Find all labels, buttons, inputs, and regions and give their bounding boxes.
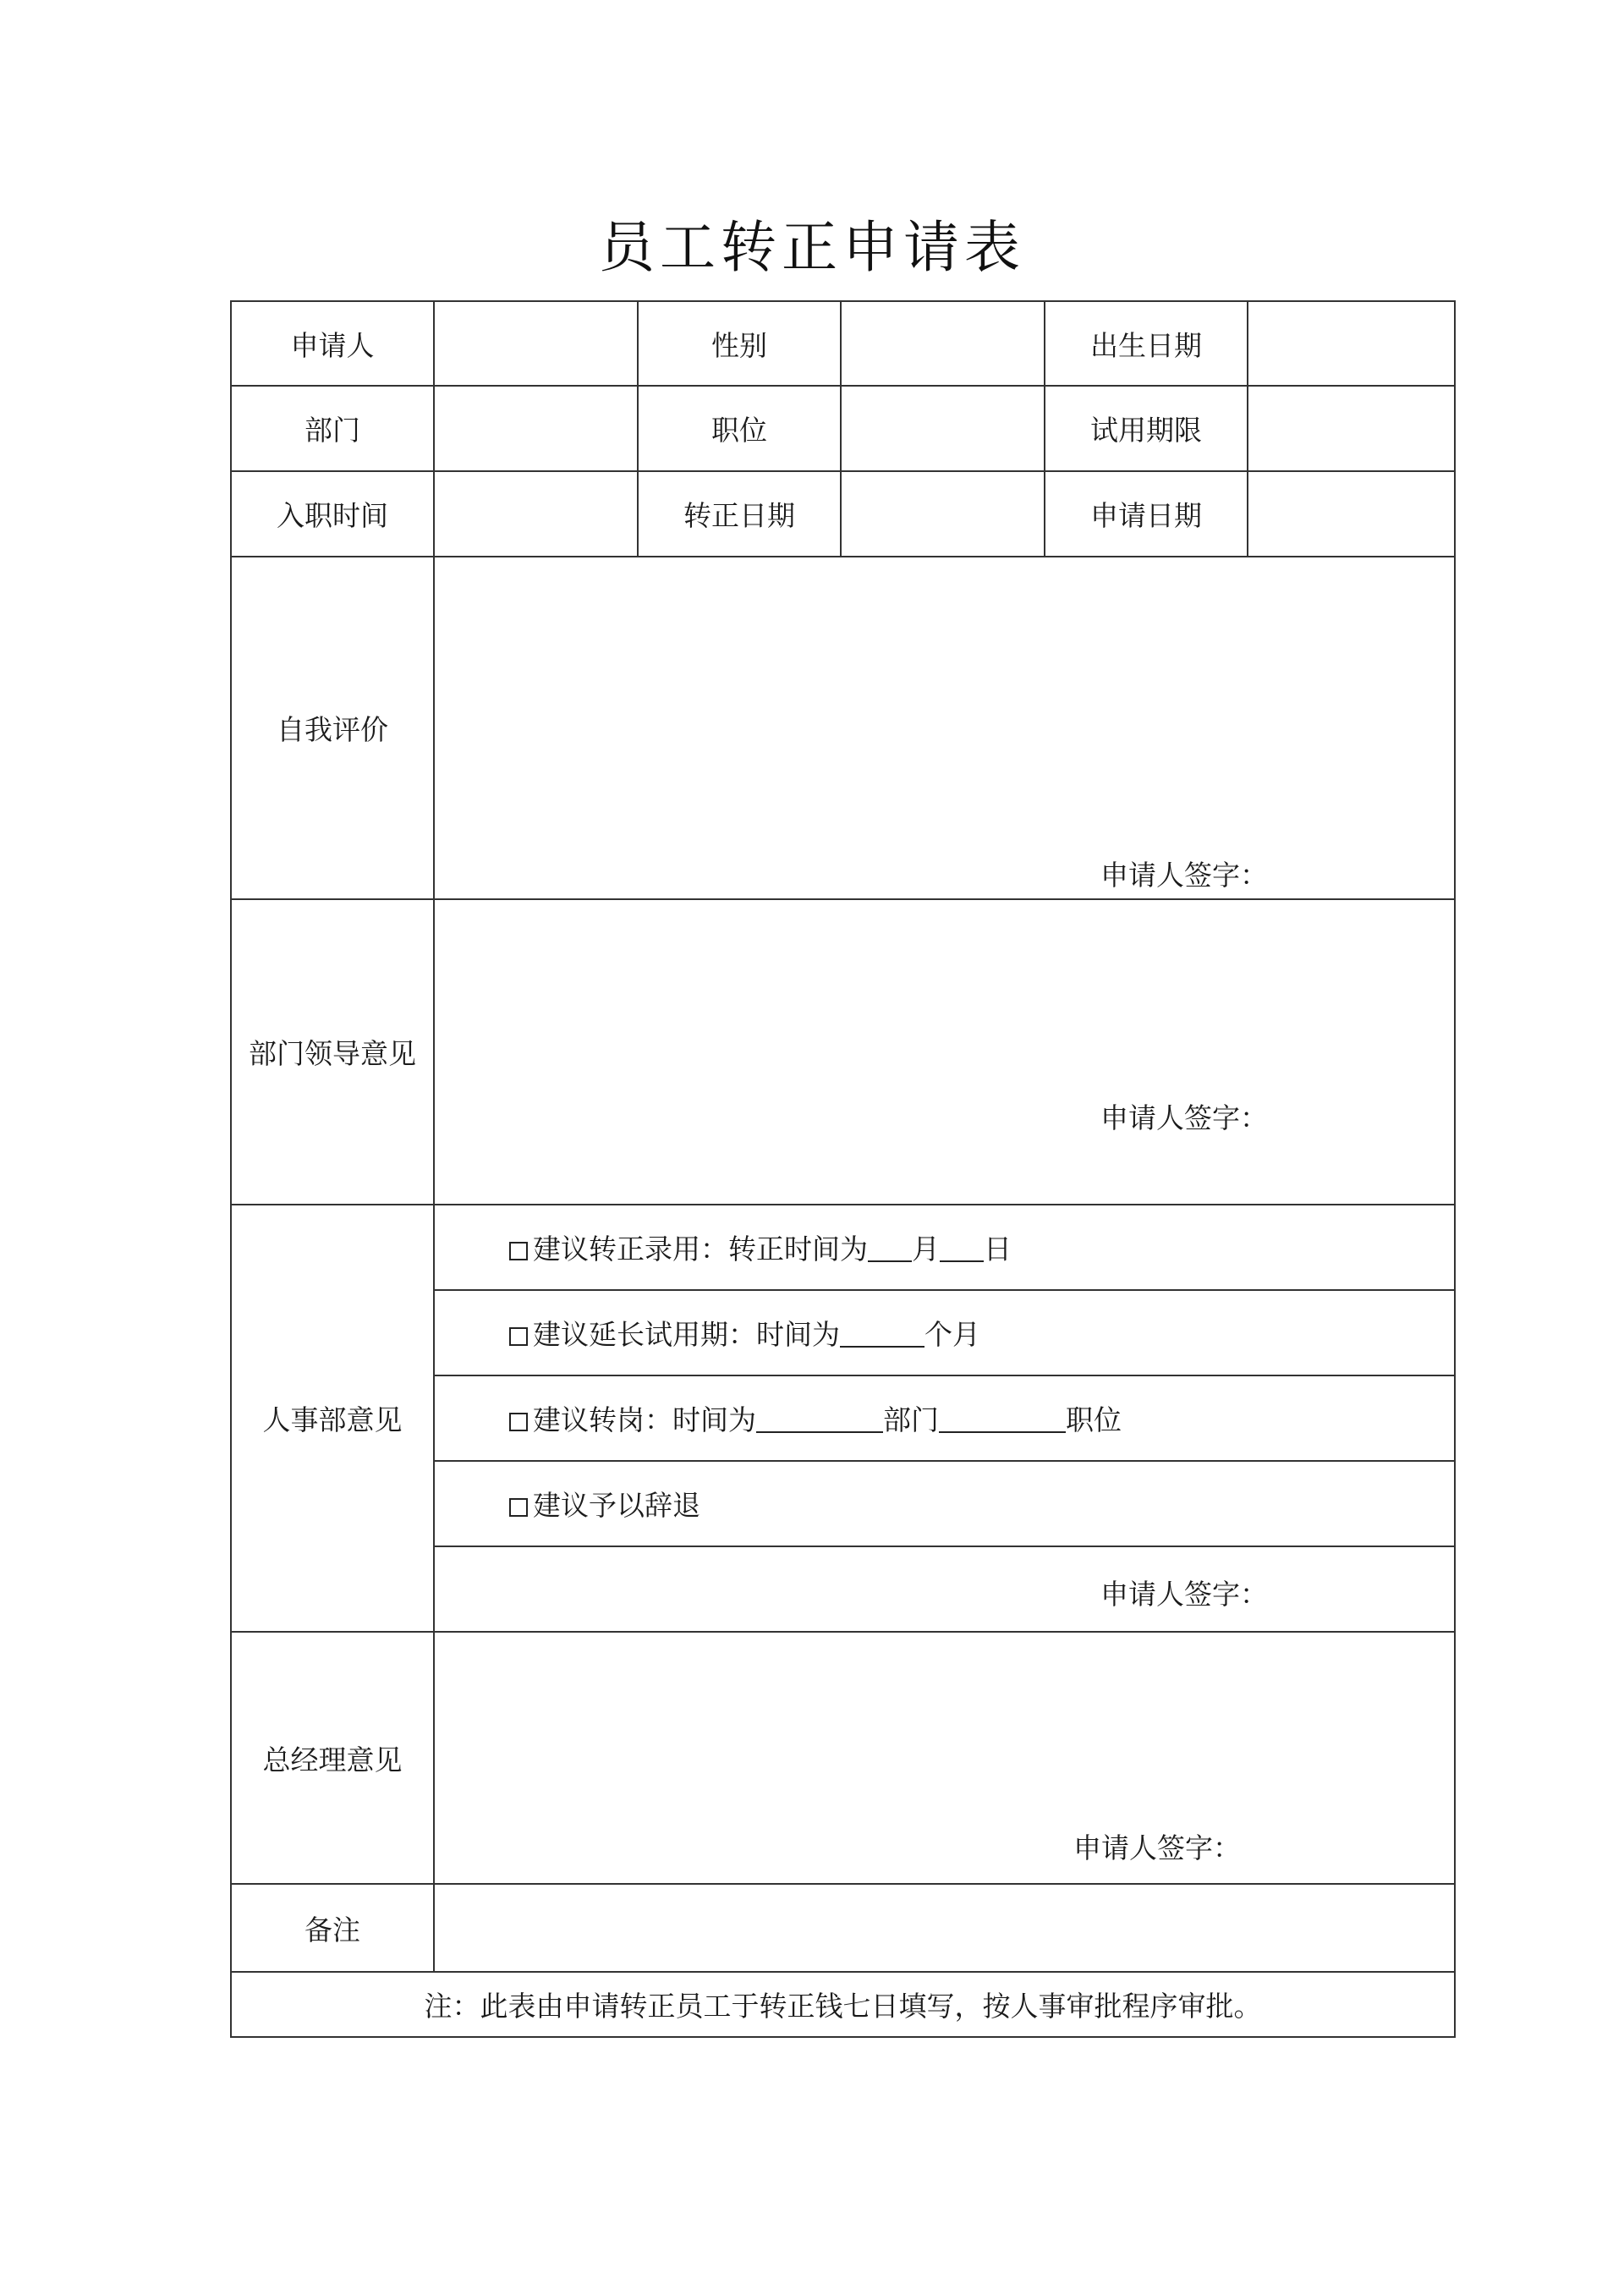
hire-date-field[interactable] bbox=[434, 471, 638, 557]
remarks-label: 备注 bbox=[231, 1884, 434, 1972]
remarks-field[interactable] bbox=[434, 1884, 1455, 1972]
department-field[interactable] bbox=[434, 386, 638, 471]
hr-label: 人事部意见 bbox=[231, 1205, 434, 1632]
applicant-label: 申请人 bbox=[231, 301, 434, 386]
gender-label: 性别 bbox=[638, 301, 841, 386]
regularization-form bbox=[230, 300, 1456, 2038]
self-eval-field[interactable] bbox=[434, 557, 1455, 899]
row-dept-leader bbox=[231, 899, 1455, 1205]
position-text: 职位 bbox=[1066, 1403, 1122, 1436]
self-eval-label: 自我评价 bbox=[231, 557, 434, 899]
hr-signature-field[interactable] bbox=[434, 1546, 1455, 1632]
regularization-date-label: 转正日期 bbox=[638, 471, 841, 557]
birthdate-field[interactable] bbox=[1248, 301, 1455, 386]
signature-label: 申请人签字： bbox=[1100, 1101, 1268, 1134]
signature-label: 申请人签字： bbox=[1100, 1578, 1268, 1611]
application-date-field[interactable] bbox=[1248, 471, 1455, 557]
hr-option-dismiss[interactable] bbox=[434, 1461, 1455, 1546]
row-hr-option-1 bbox=[231, 1205, 1455, 1290]
checkbox-icon[interactable] bbox=[509, 1242, 528, 1260]
applicant-field[interactable] bbox=[434, 301, 638, 386]
position-field[interactable] bbox=[841, 386, 1045, 471]
month-blank[interactable] bbox=[868, 1235, 912, 1262]
row-self-evaluation bbox=[231, 557, 1455, 899]
option-text: 建议转正录用：转正时间为 bbox=[533, 1233, 868, 1266]
time-blank[interactable] bbox=[756, 1406, 883, 1433]
row-department bbox=[231, 386, 1455, 471]
option-text: 建议予以辞退 bbox=[533, 1489, 700, 1522]
checkbox-icon[interactable] bbox=[509, 1413, 528, 1431]
option-text: 建议延长试用期：时间为 bbox=[533, 1318, 840, 1351]
checkbox-icon[interactable] bbox=[509, 1327, 528, 1346]
day-blank[interactable] bbox=[940, 1235, 984, 1262]
signature-label: 申请人签字： bbox=[1100, 859, 1268, 892]
row-footer-note bbox=[231, 1972, 1455, 2037]
months-text: 个月 bbox=[924, 1318, 980, 1351]
months-blank[interactable] bbox=[840, 1320, 924, 1348]
regularization-date-field[interactable] bbox=[841, 471, 1045, 557]
dept-leader-field[interactable] bbox=[434, 899, 1455, 1205]
hr-option-transfer[interactable] bbox=[434, 1375, 1455, 1461]
birthdate-label: 出生日期 bbox=[1045, 301, 1248, 386]
month-text: 月 bbox=[912, 1233, 940, 1266]
department-label: 部门 bbox=[231, 386, 434, 471]
position-label: 职位 bbox=[638, 386, 841, 471]
day-text: 日 bbox=[984, 1233, 1012, 1266]
footer-note: 注：此表由申请转正员工于转正钱七日填写，按人事审批程序审批。 bbox=[231, 1972, 1455, 2037]
probation-label: 试用期限 bbox=[1045, 386, 1248, 471]
checkbox-icon[interactable] bbox=[509, 1498, 528, 1517]
hire-date-label: 入职时间 bbox=[231, 471, 434, 557]
gender-field[interactable] bbox=[841, 301, 1045, 386]
row-dates bbox=[231, 471, 1455, 557]
signature-label: 申请人签字： bbox=[1073, 1831, 1241, 1864]
gm-field[interactable] bbox=[434, 1632, 1455, 1884]
row-remarks bbox=[231, 1884, 1455, 1972]
department-text: 部门 bbox=[883, 1403, 939, 1436]
hr-option-extend[interactable] bbox=[434, 1290, 1455, 1375]
application-date-label: 申请日期 bbox=[1045, 471, 1248, 557]
form-title: 员工转正申请表 bbox=[599, 215, 1025, 280]
gm-label: 总经理意见 bbox=[231, 1632, 434, 1884]
hr-option-regularize[interactable] bbox=[434, 1205, 1455, 1290]
probation-field[interactable] bbox=[1248, 386, 1455, 471]
dept-leader-label: 部门领导意见 bbox=[231, 899, 434, 1205]
department-blank[interactable] bbox=[939, 1406, 1066, 1433]
option-text: 建议转岗：时间为 bbox=[533, 1403, 756, 1436]
row-applicant bbox=[231, 301, 1455, 386]
row-gm bbox=[231, 1632, 1455, 1884]
